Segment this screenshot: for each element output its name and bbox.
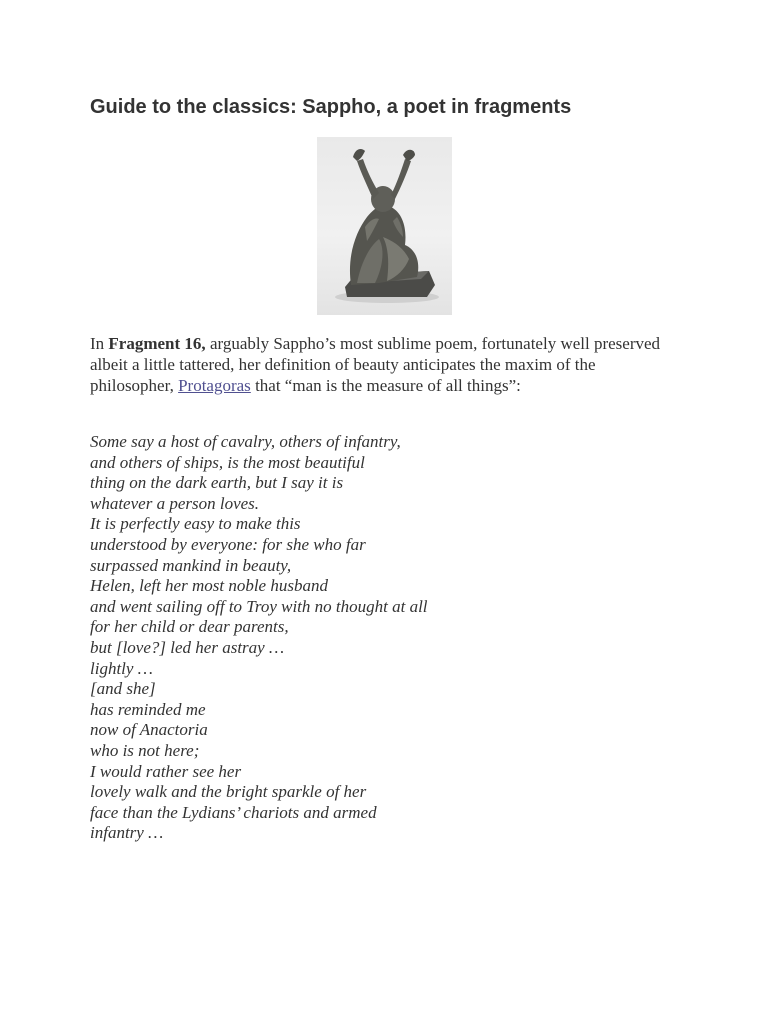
poem-line: who is not here;	[90, 740, 200, 760]
poem-line: surpassed mankind in beauty,	[90, 555, 292, 575]
poem-line: lightly …	[90, 658, 153, 678]
intro-paragraph	[90, 333, 680, 396]
statue-image	[317, 137, 452, 315]
poem-line: face than the Lydians’ chariots and armed	[90, 802, 377, 822]
poem-line: for her child or dear parents,	[90, 617, 289, 637]
poem-line: thing on the dark earth, but I say it is	[90, 473, 344, 493]
poem-line: and went sailing off to Troy with no thought at all	[90, 596, 428, 616]
fragment-label: Fragment 16,	[108, 334, 206, 353]
poem-line: whatever a person loves.	[90, 493, 260, 513]
statue-illustration	[317, 137, 452, 315]
poem-line: now of Anactoria	[90, 720, 208, 740]
poem-line: Helen, left her most noble husband	[90, 576, 328, 596]
poem-line: lovely walk and the bright sparkle of her	[90, 782, 367, 802]
poem-line: [and she]	[90, 679, 156, 699]
poem-text	[90, 432, 690, 844]
protagoras-link[interactable]: Protagoras	[178, 376, 251, 395]
intro-lead: In	[90, 334, 109, 353]
poem-line: but [love?] led her astray …	[90, 637, 285, 657]
intro-text-1: arguably Sappho’s most sublime poem, fortunately well preserved albeit a little tattered, her definition of beauty anticipates the maxim of the philosopher,	[90, 334, 661, 395]
poem-line: and others of ships, is the most beautiful	[90, 452, 365, 472]
article-title: Guide to the classics: Sappho, a poet in fragments	[90, 96, 572, 118]
intro-text-2: that “man is the measure of all things”:	[250, 376, 521, 395]
poem-line: Some say a host of cavalry, others of infantry,	[90, 432, 401, 451]
poem-line: It is perfectly easy to make this	[90, 514, 301, 534]
poem-line: has reminded me	[90, 699, 206, 719]
poem-line: I would rather see her	[90, 761, 242, 781]
poem-line: infantry …	[90, 823, 164, 843]
poem-line: understood by everyone: for she who far	[90, 534, 366, 554]
